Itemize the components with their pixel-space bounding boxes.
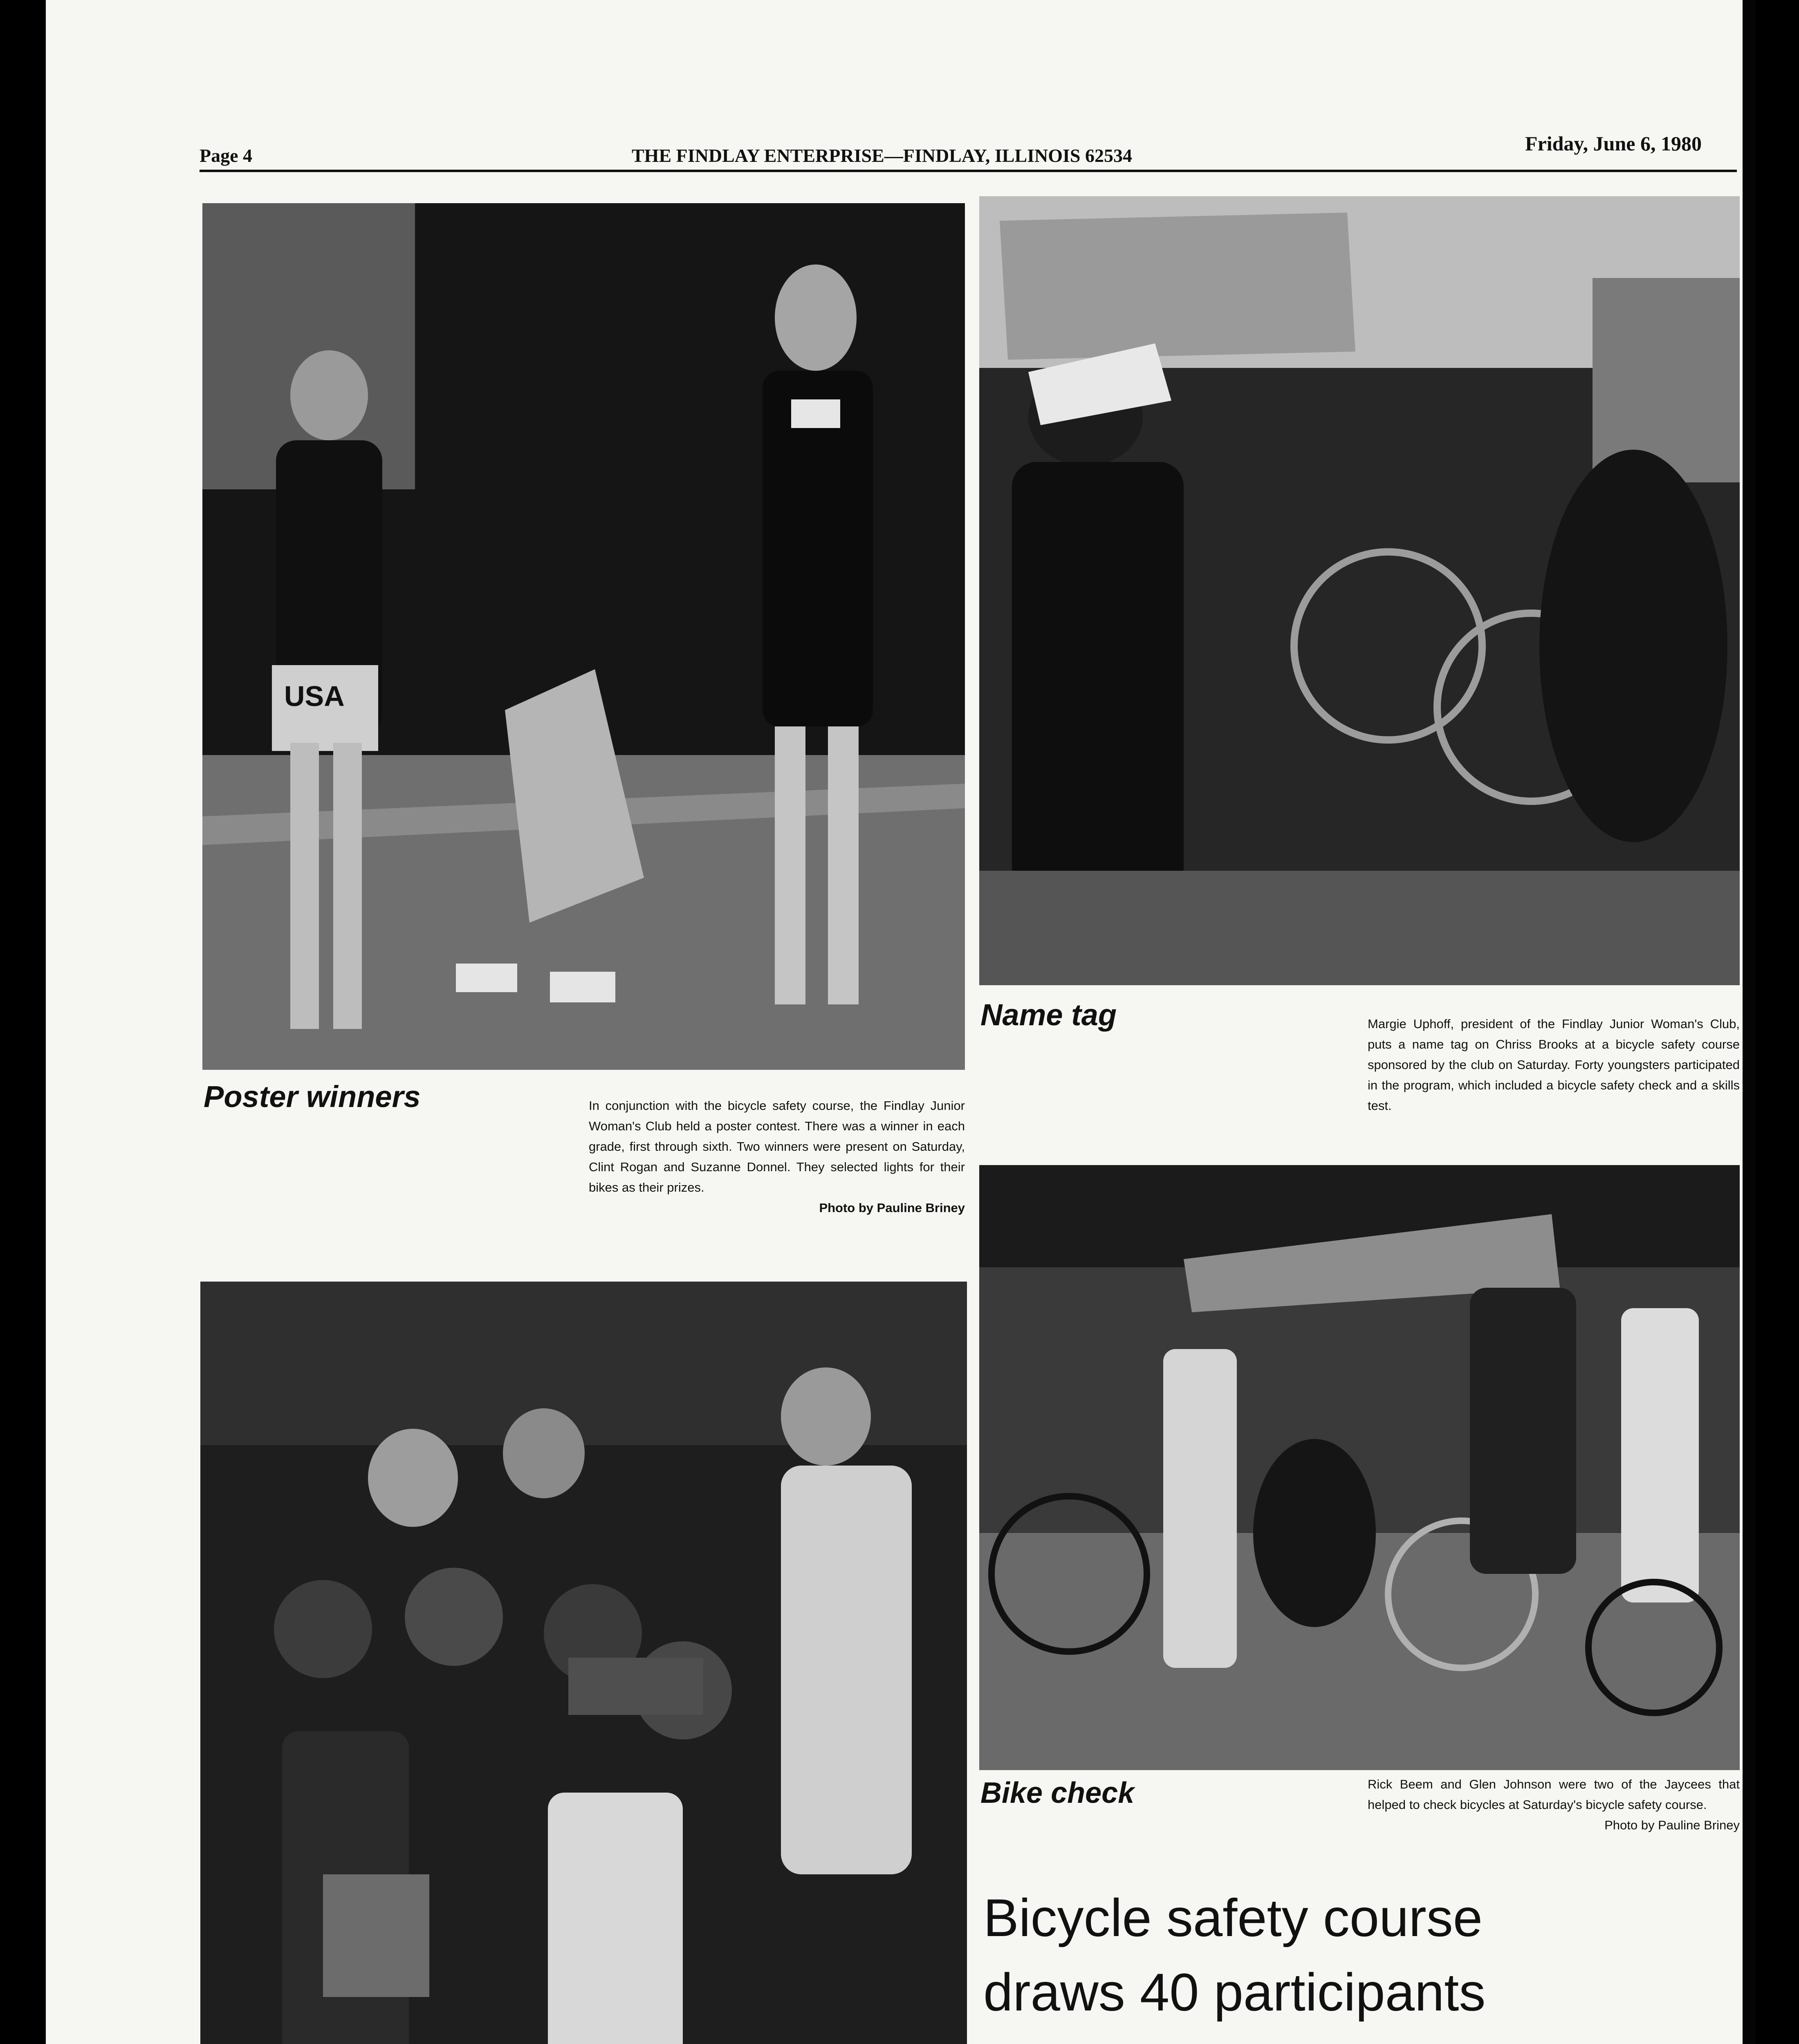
issue-date: Friday, June 6, 1980 bbox=[1525, 132, 1702, 155]
masthead-rule bbox=[200, 170, 1737, 172]
photo-name-tag bbox=[979, 196, 1740, 985]
caption-text: Rick Beem and Glen Johnson were two of the Jaycees that helped to check bicycles at Saturday's bicycle safety course. bbox=[1368, 1777, 1740, 1812]
page-number: Page 4 bbox=[200, 145, 253, 166]
caption-text: Margie Uphoff, president of the Findlay Junior Woman's Club, puts a name tag on Chriss Brooks at a bicycle safety course sponsored by the club on Saturday. Forty youngsters participated in the program, which included a bicycle safety check and a skills test. bbox=[1368, 1017, 1740, 1113]
caption-title-bike-check: Bike check bbox=[980, 1777, 1135, 1809]
photo-safety-talk bbox=[200, 1282, 967, 2044]
caption-title-name-tag: Name tag bbox=[980, 998, 1117, 1032]
shirt-text: USA bbox=[284, 680, 345, 712]
scan-edge bbox=[1743, 0, 1756, 2044]
photo-credit: Photo by Pauline Briney bbox=[1604, 1818, 1740, 1832]
photo-credit: Photo by Pauline Briney bbox=[819, 1201, 965, 1215]
caption-bike-check bbox=[1368, 1774, 1740, 1836]
caption-poster-winners bbox=[589, 1096, 965, 1218]
paper-name: THE FINDLAY ENTERPRISE—FINDLAY, ILLINOIS 62534 bbox=[632, 145, 1133, 166]
photo-bike-check bbox=[979, 1165, 1740, 1770]
caption-title-poster-winners: Poster winners bbox=[204, 1080, 421, 1114]
caption-text: In conjunction with the bicycle safety course, the Findlay Junior Woman's Club held a poster contest. There was a winner in each grade, first through sixth. Two winners were present on Saturday, Clint Rogan and Suzanne Donnel. They selected lights for their bikes as their prizes. bbox=[589, 1098, 965, 1195]
headline-line2: draws 40 participants bbox=[983, 1962, 1486, 2022]
headline-line1: Bicycle safety course bbox=[983, 1888, 1483, 1948]
photo-poster-winners bbox=[202, 203, 965, 1070]
caption-name-tag bbox=[1368, 1014, 1740, 1116]
